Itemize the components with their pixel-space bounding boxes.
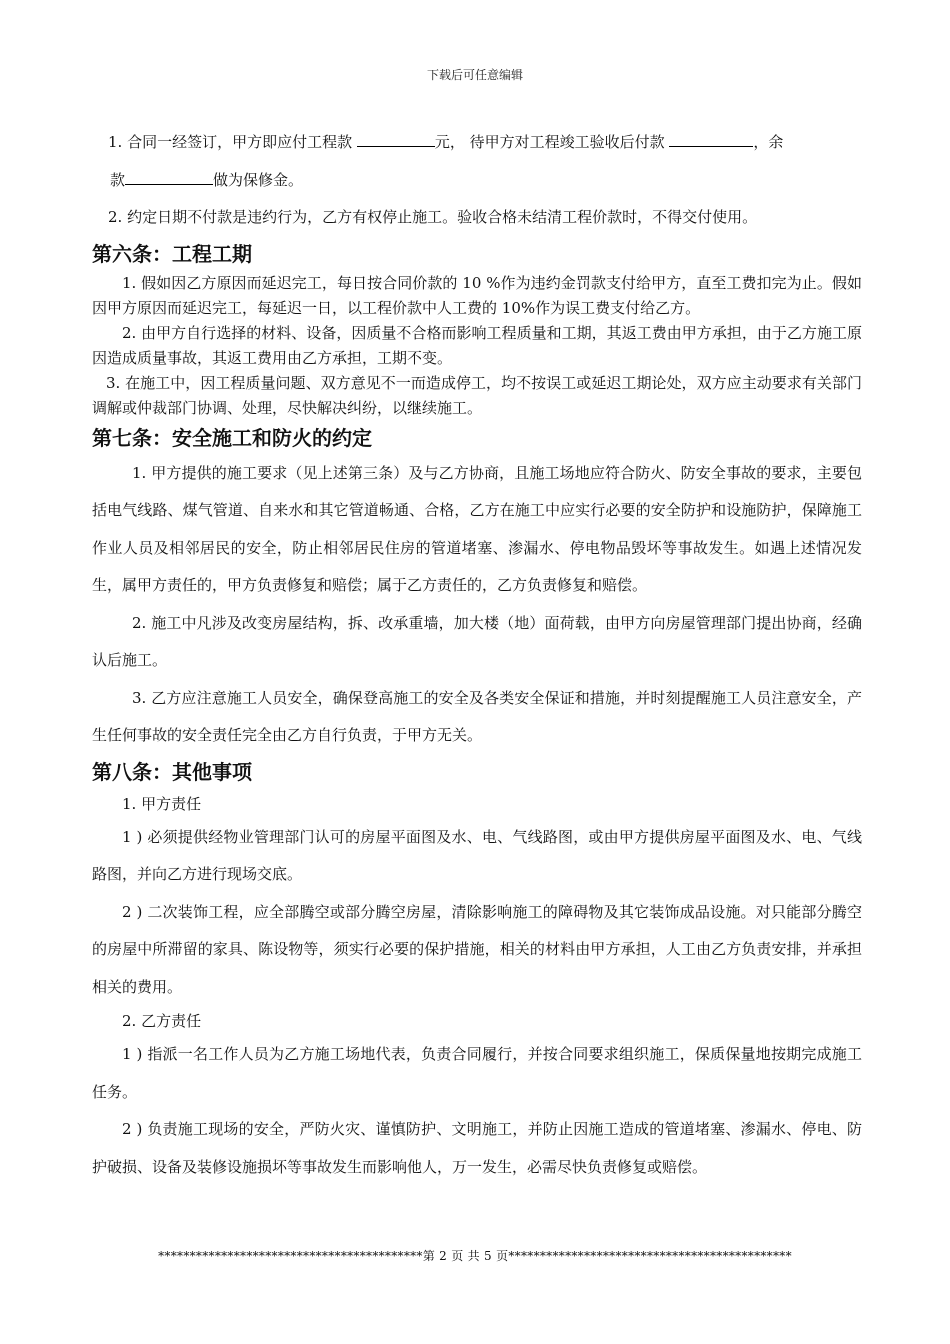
section-heading-7: 第七条：安全施工和防火的约定 (92, 425, 372, 450)
page-footer: ******************************************第 2 页 共 5 页********************************************* (158, 1249, 792, 1263)
sec6-item-1: 1. 假如因乙方原因而延迟完工，每日按合同价款的 10 %作为违约金罚款支付给甲方，直至工费扣完为止。假如因甲方原因而延迟完工，每延迟一日，以工程价款中人工费的 10%作为误工费支付给乙方。 (92, 273, 862, 317)
payment-clause-1-part-a: 1. 合同一经签订，甲方即应付工程款 (108, 133, 357, 151)
blank-field (125, 170, 213, 185)
sec7-item-1: 1. 甲方提供的施工要求（见上述第三条）及与乙方协商，且施工场地应符合防火、防安全事故的要求，主要包括电气线路、煤气管道、自来水和其它管道畅通、合格，乙方在施工中应实行必要的安全防护和设施防护，保障施工作业人员及相邻居民的安全，防止相邻居民住房的管道堵塞、渗漏水、停电物品毁坏等事故发生。如遇上述情况发生，属甲方责任的，甲方负责修复和赔偿；属于乙方责任的，乙方负责修复和赔偿。 (92, 463, 862, 594)
page-header: 下载后可任意编辑 (426, 68, 523, 82)
sec6-item-3: 3. 在施工中，因工程质量问题、双方意见不一而造成停工，均不按误工或延迟工期论处，双方应主动要求有关部门调解或仲裁部门协调、处理，尽快解决纠纷，以继续施工。 (92, 373, 862, 417)
sec8-sub2-item-2: 2 ) 负责施工现场的安全，严防火灾、谨慎防护、文明施工，并防止因施工造成的管道堵塞、渗漏水、停电、防护破损、设备及装修设施损坏等事故发生而影响他人，万一发生，必需尽快负责修复或赔偿。 (92, 1120, 862, 1176)
blank-field (669, 132, 753, 147)
sec6-item-2: 2. 由甲方自行选择的材料、设备，因质量不合格而影响工程质量和工期，其返工费由甲方承担，由于乙方施工原因造成质量事故，其返工费用由乙方承担，工期不变。 (92, 323, 862, 367)
payment-clause-1-part-c: ，余 (753, 133, 784, 151)
payment-clause-1-cont (92, 162, 862, 200)
payment-clause-1 (92, 124, 862, 162)
payment-clause-1-part-b: 元， 待甲方对工程竣工验收后付款 (434, 133, 670, 151)
blank-field (357, 132, 435, 147)
sec7-item-2: 2. 施工中凡涉及改变房屋结构，拆、改承重墙，加大楼（地）面荷载，由甲方向房屋管理部门提出协商，经确认后施工。 (92, 613, 862, 669)
payment-clause-2: 2. 约定日期不付款是违约行为，乙方有权停止施工。验收合格未结清工程价款时，不得交付使用。 (108, 208, 758, 226)
document-body (92, 124, 862, 1186)
section-heading-8: 第八条：其他事项 (92, 759, 252, 784)
section-heading-6: 第六条：工程工期 (92, 241, 252, 266)
sec8-sub-1: 1. 甲方责任 (122, 794, 202, 813)
payment-clause-1-part-d: 款 (110, 170, 126, 189)
sec8-sub1-item-2: 2 ) 二次装饰工程，应全部腾空或部分腾空房屋，清除影响施工的障碍物及其它装饰成品设施。对只能部分腾空的房屋中所滞留的家具、陈设物等，须实行必要的保护措施，相关的材料由甲方承担，人工由乙方负责安排，并承担相关的费用。 (92, 902, 862, 996)
payment-clause-1-part-e: 做为保修金。 (213, 170, 304, 189)
sec7-item-3: 3. 乙方应注意施工人员安全，确保登高施工的安全及各类安全保证和措施，并时刻提醒施工人员注意安全，产生任何事故的安全责任完全由乙方自行负责，于甲方无关。 (92, 688, 862, 744)
sec8-sub-2: 2. 乙方责任 (122, 1012, 202, 1030)
sec8-sub2-item-1: 1 ) 指派一名工作人员为乙方施工场地代表，负责合同履行，并按合同要求组织施工，保质保量地按期完成施工任务。 (92, 1045, 862, 1101)
sec8-sub1-item-1: 1 ) 必须提供经物业管理部门认可的房屋平面图及水、电、气线路图，或由甲方提供房屋平面图及水、电、气线路图，并向乙方进行现场交底。 (92, 827, 862, 883)
